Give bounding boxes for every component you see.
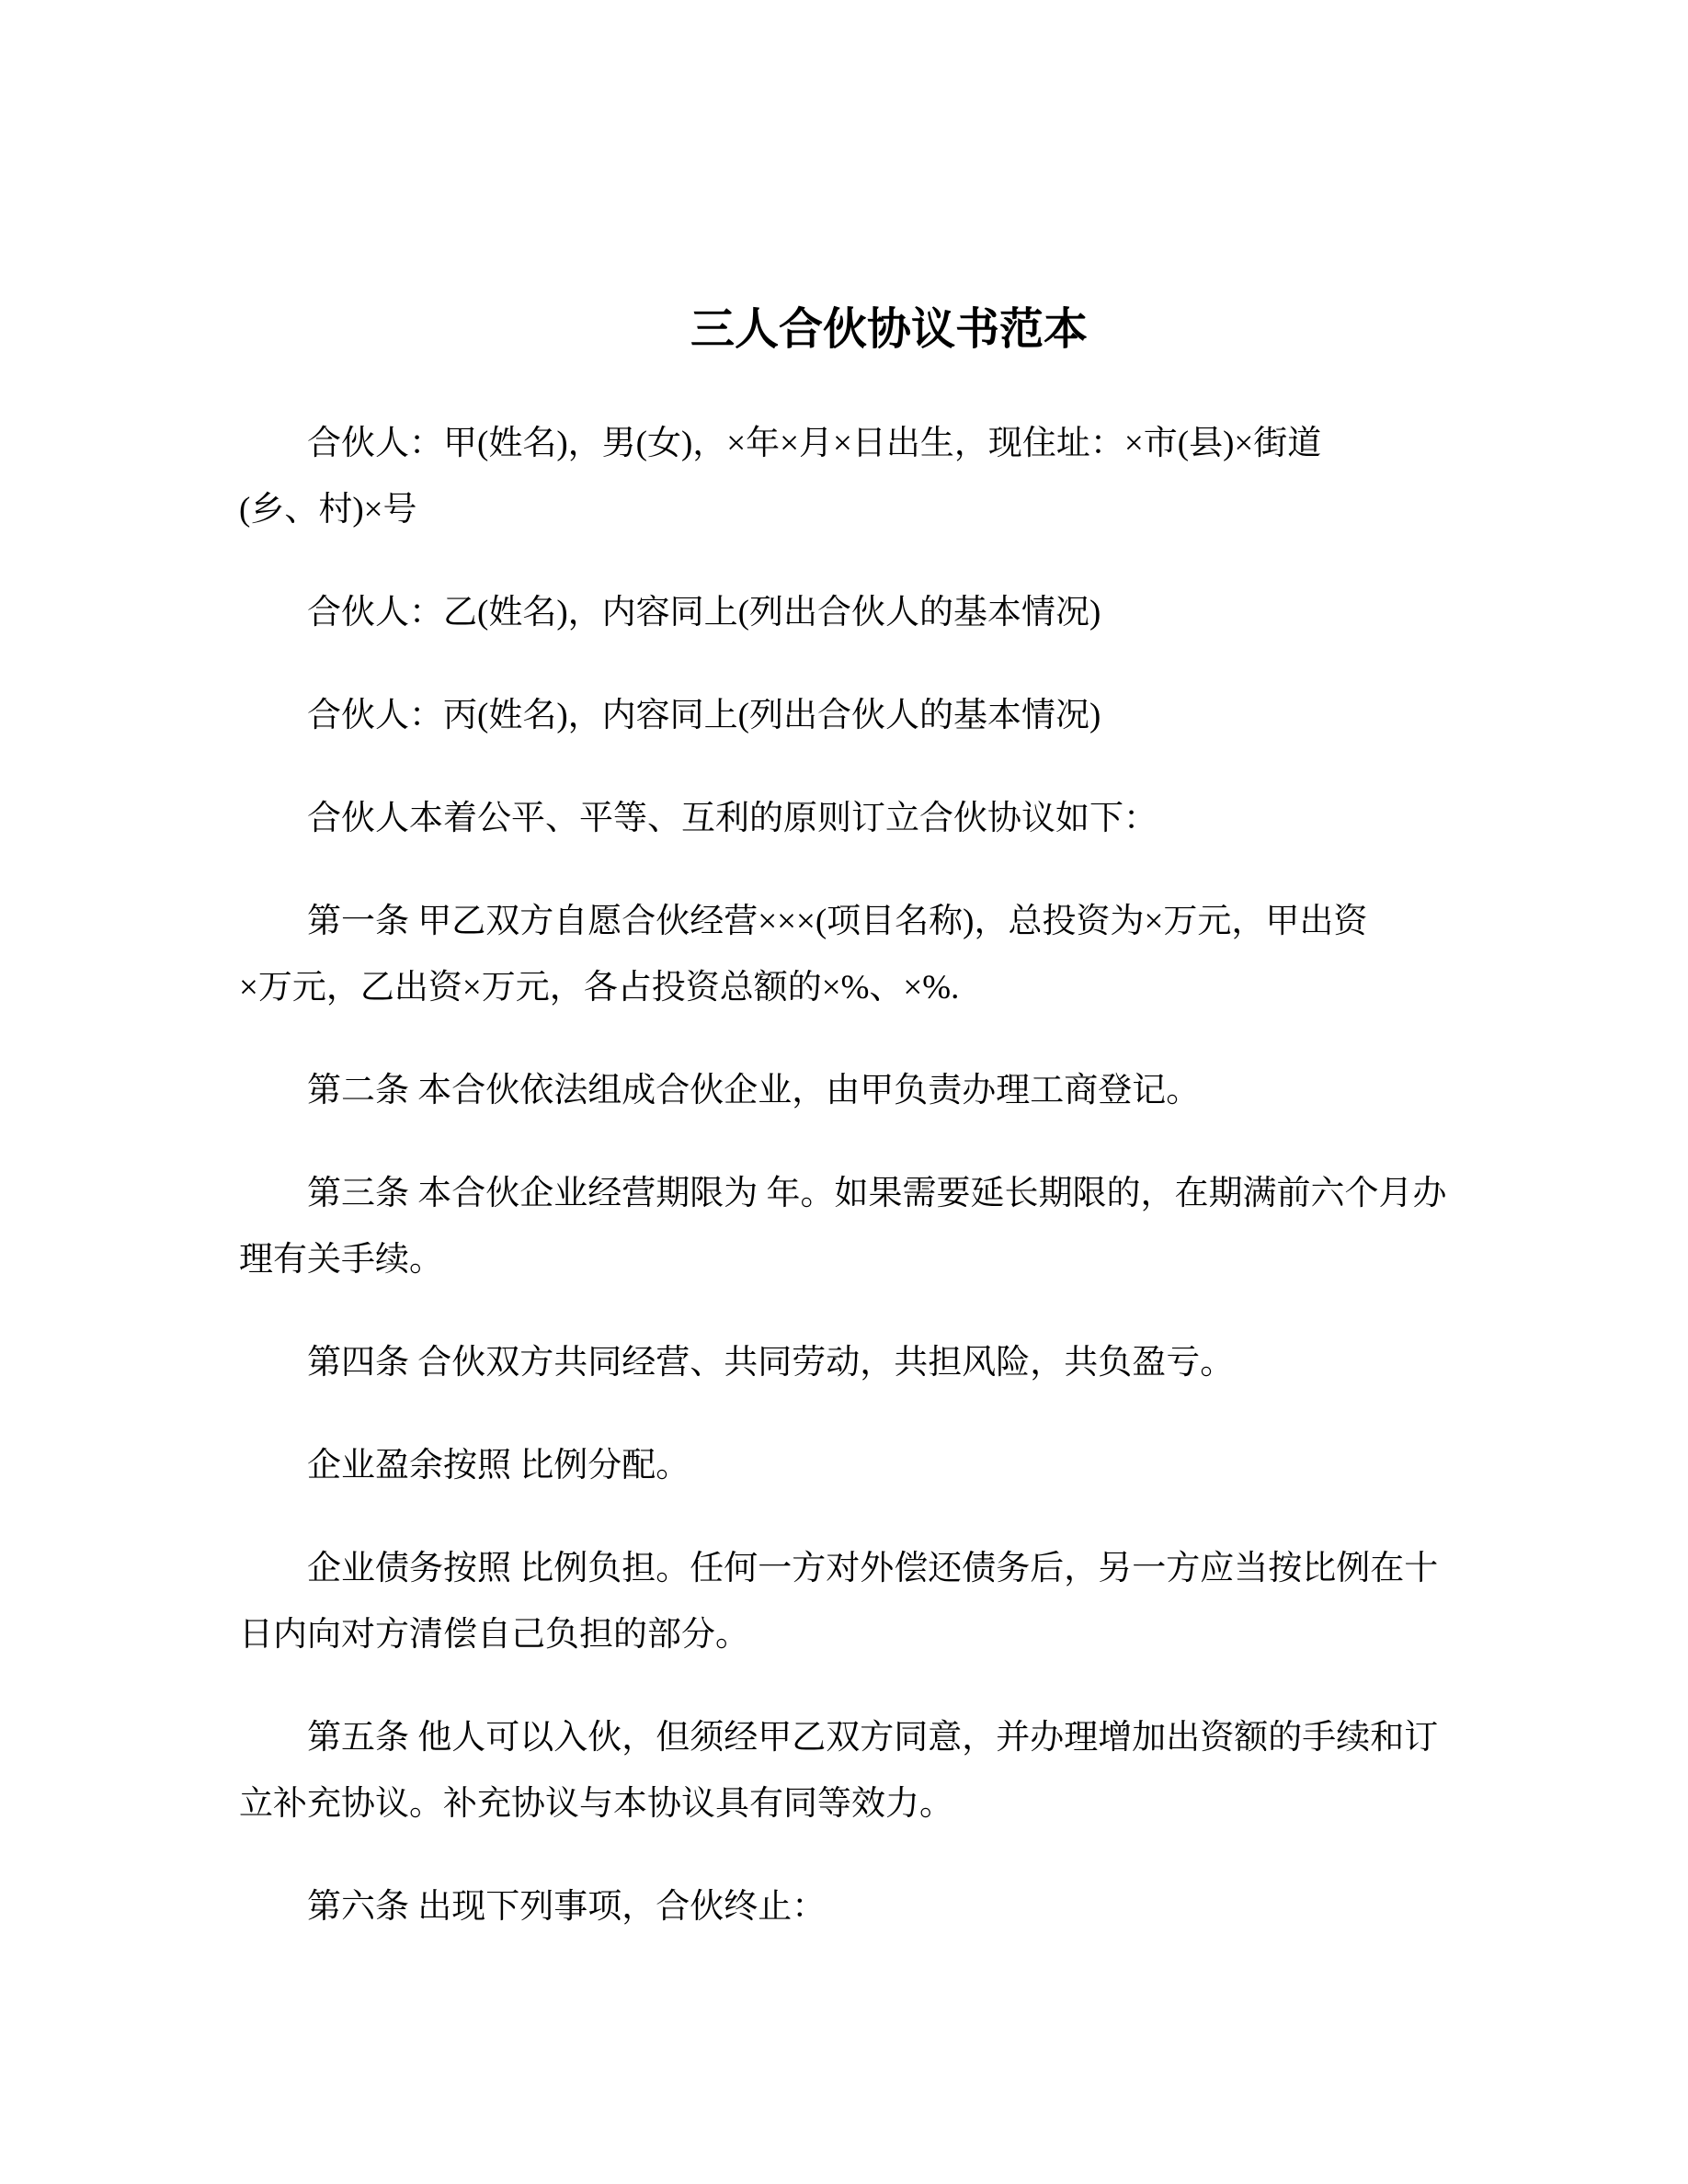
paragraph-line: 立补充协议。补充协议与本协议具有同等效力。 [239,1785,953,1823]
paragraph-line: 合伙人：丙(姓名)，内容同上(列出合伙人的基本情况) [307,697,1101,734]
paragraph-line: 合伙人：乙(姓名)，内容同上(列出合伙人的基本情况) [307,594,1101,631]
paragraph-debt-sharing [239,1536,1439,1668]
paragraph-line: 合伙人本着公平、平等、互利的原则订立合伙协议如下： [307,800,1158,837]
paragraph-line: 理有关手续。 [239,1241,443,1279]
paragraph-article-4 [239,1330,1434,1396]
paragraph-line: 第二条 本合伙依法组成合伙企业，由甲负责办理工商登记。 [307,1072,1201,1109]
paragraph-line: 第一条 甲乙双方自愿合伙经营×××(项目名称)，总投资为×万元，甲出资 [307,903,1368,940]
paragraph-article-3 [239,1161,1447,1293]
paragraph-article-2 [239,1058,1434,1124]
paragraph-partner-a [239,411,1434,543]
paragraph-preamble [239,786,1434,852]
paragraph-article-1 [239,889,1434,1021]
paragraph-line: (乡、村)×号 [239,491,417,529]
paragraph-line: 企业债务按照 比例负担。任何一方对外偿还债务后，另一方应当按比例在十 [307,1550,1439,1587]
paragraph-profit-sharing [239,1433,1434,1499]
paragraph-line: 第六条 出现下列事项，合伙终止： [307,1888,827,1926]
paragraph-line: 第五条 他人可以入伙，但须经甲乙双方同意，并办理增加出资额的手续和订 [307,1719,1439,1757]
paragraph-line: ×万元，乙出资×万元，各占投资总额的×%、×%. [239,969,960,1007]
paragraph-line: 合伙人：甲(姓名)，男(女)，×年×月×日出生，现住址：×市(县)×街道 [307,425,1322,462]
paragraph-line: 日内向对方清偿自己负担的部分。 [239,1616,749,1654]
paragraph-article-5 [239,1705,1439,1837]
paragraph-line: 企业盈余按照 比例分配。 [307,1447,690,1484]
paragraph-partner-c [239,683,1434,749]
paragraph-article-6 [239,1874,1434,1940]
paragraph-line: 第三条 本合伙企业经营期限为 年。如果需要延长期限的，在期满前六个月办 [307,1175,1447,1212]
document-title: 三人合伙协议书范本 [690,305,1088,354]
paragraph-partner-b [239,580,1434,646]
document-body [239,411,1447,1940]
paragraph-line: 第四条 合伙双方共同经营、共同劳动，共担风险，共负盈亏。 [307,1344,1235,1382]
